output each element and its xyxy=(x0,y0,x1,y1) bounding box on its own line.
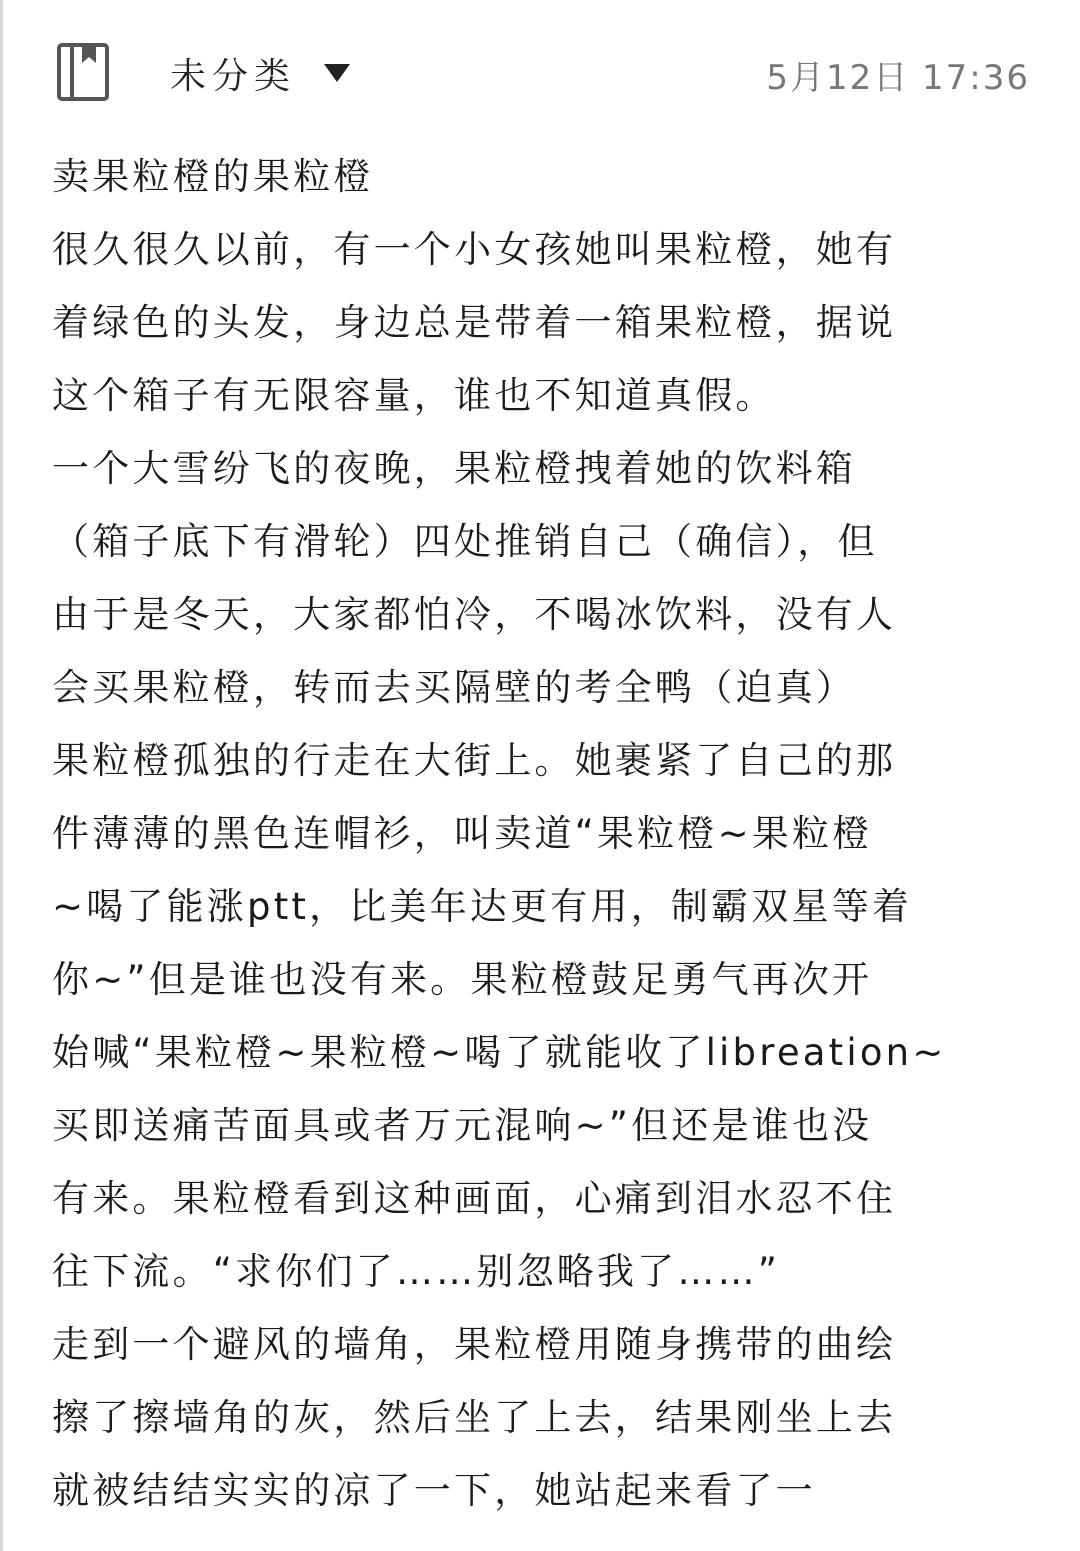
note-line: 果粒橙孤独的行走在大街上。她裹紧了自己的那 xyxy=(52,739,897,782)
note-header xyxy=(0,0,1080,140)
category-label: 未分类 xyxy=(170,55,297,97)
note-line: 走到一个避风的墙角，果粒橙用随身携带的曲绘 xyxy=(52,1323,897,1366)
note-timestamp: 5月12日 17:36 xyxy=(766,58,1030,98)
caret-down-icon[interactable] xyxy=(324,64,350,82)
note-line: ~喝了能涨ptt，比美年达更有用，制霸双星等着 xyxy=(52,885,913,928)
note-line: （箱子底下有滑轮）四处推销自己（确信），但 xyxy=(52,520,878,563)
note-line: 你~”但是谁也没有来。果粒橙鼓足勇气再次开 xyxy=(52,958,873,1001)
note-line: 很久很久以前，有一个小女孩她叫果粒橙，她有 xyxy=(52,228,897,271)
note-line: 买即送痛苦面具或者万元混响~”但还是谁也没 xyxy=(52,1104,873,1147)
note-line: 件薄薄的黑色连帽衫，叫卖道“果粒橙~果粒橙 xyxy=(52,812,873,855)
left-edge-divider xyxy=(0,0,3,1551)
note-line: 会买果粒橙，转而去买隔壁的考全鸭（迫真） xyxy=(52,666,856,709)
note-line: 始喊“果粒橙~果粒橙~喝了就能收了libreation~ xyxy=(52,1031,947,1074)
note-line: 由于是冬天，大家都怕冷，不喝冰饮料，没有人 xyxy=(52,593,897,636)
note-line: 有来。果粒橙看到这种画面，心痛到泪水忍不住 xyxy=(52,1177,897,1220)
note-line: 一个大雪纷飞的夜晚，果粒橙拽着她的饮料箱 xyxy=(52,447,856,490)
note-line: 擦了擦墙角的灰，然后坐了上去，结果刚坐上去 xyxy=(52,1396,897,1439)
note-body[interactable] xyxy=(52,140,1037,1527)
note-line: 这个箱子有无限容量，谁也不知道真假。 xyxy=(52,374,776,417)
note-line: 就被结结实实的凉了一下，她站起来看了一 xyxy=(52,1469,816,1512)
notebook-icon[interactable] xyxy=(56,42,110,102)
note-line: 着绿色的头发，身边总是带着一箱果粒橙，据说 xyxy=(52,301,897,344)
note-title: 卖果粒橙的果粒橙 xyxy=(52,155,374,198)
note-line: 往下流。“求你们了……别忽略我了……” xyxy=(52,1250,781,1293)
category-selector[interactable] xyxy=(170,48,350,98)
